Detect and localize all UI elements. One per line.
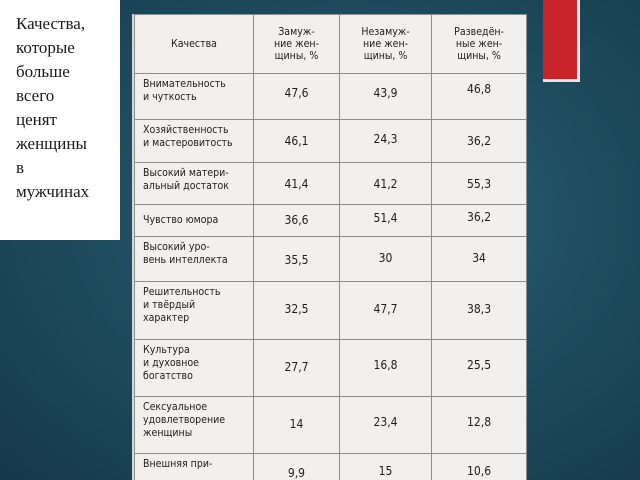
row-label-line: Внешняя при- <box>143 458 213 470</box>
cell-divorced <box>432 74 527 120</box>
cell-divorced <box>432 282 527 340</box>
cell-divorced <box>432 205 527 237</box>
header-married <box>254 15 340 74</box>
header-line: Замуж- <box>278 26 315 38</box>
header-line: щины, % <box>274 50 319 62</box>
title-line: мужчинах <box>16 182 90 201</box>
table-row <box>135 74 527 120</box>
cell-value: 55,3 <box>467 177 492 191</box>
cell-value: 41,4 <box>284 177 309 191</box>
header-divorced <box>432 15 527 74</box>
cell-divorced <box>432 163 527 205</box>
table-header-row <box>135 15 527 74</box>
row-label-line: Хозяйственность <box>143 124 229 136</box>
title-line: всего <box>16 86 55 105</box>
cell-value: 36,2 <box>467 210 492 224</box>
cell-unmarried <box>339 74 431 120</box>
row-label-line: и чуткость <box>143 91 197 103</box>
cell-unmarried <box>339 340 431 397</box>
header-unmarried <box>339 15 431 74</box>
cell-value: 12,8 <box>467 415 492 429</box>
cell-married <box>254 454 340 480</box>
cell-married <box>254 282 340 340</box>
title-line: женщины <box>16 134 87 153</box>
cell-value: 35,5 <box>284 253 309 267</box>
red-accent-bar <box>543 0 580 82</box>
row-label-line: Чувство юмора <box>143 214 219 226</box>
row-label-line: и твёрдый <box>143 299 196 311</box>
cell-value: 46,1 <box>284 134 309 148</box>
row-label-line: Решительность <box>143 286 221 298</box>
header-line: Разведён- <box>454 26 504 38</box>
row-label-line: женщины <box>143 427 193 439</box>
title-line: ценят <box>16 110 57 129</box>
row-label-line: Высокий уро- <box>143 241 210 253</box>
cell-unmarried <box>339 120 431 163</box>
cell-value: 34 <box>472 251 486 265</box>
cell-value: 51,4 <box>373 211 398 225</box>
cell-value: 32,5 <box>284 302 309 316</box>
row-label <box>135 340 254 397</box>
cell-unmarried <box>339 205 431 237</box>
cell-value: 43,9 <box>373 86 398 100</box>
cell-value: 36,6 <box>284 213 309 227</box>
row-label-line: и духовное <box>143 357 199 369</box>
cell-unmarried <box>339 282 431 340</box>
cell-value: 36,2 <box>467 134 492 148</box>
qualities-table <box>134 14 527 480</box>
row-label <box>135 454 254 480</box>
row-label-line: богатство <box>143 370 193 382</box>
row-label <box>135 397 254 454</box>
cell-value: 47,7 <box>373 302 398 316</box>
cell-value: 46,8 <box>467 82 492 96</box>
table-row <box>135 454 527 480</box>
row-label <box>135 237 254 282</box>
cell-value: 41,2 <box>373 177 398 191</box>
cell-married <box>254 205 340 237</box>
table-row <box>135 237 527 282</box>
cell-value: 27,7 <box>284 360 309 374</box>
cell-divorced <box>432 397 527 454</box>
title-line: которые <box>16 38 75 57</box>
cell-value: 38,3 <box>467 302 492 316</box>
header-line: Незамуж- <box>361 26 410 38</box>
header-line: ные жен- <box>455 38 503 50</box>
cell-married <box>254 163 340 205</box>
table-row <box>135 163 527 205</box>
title-line: в <box>16 158 25 177</box>
cell-value: 10,6 <box>467 464 492 478</box>
cell-value: 15 <box>378 464 393 478</box>
cell-divorced <box>432 454 527 480</box>
header-line: щины, % <box>457 50 501 62</box>
cell-value: 14 <box>289 417 304 431</box>
slide-title <box>0 0 120 240</box>
title-line: больше <box>16 62 70 81</box>
row-label-line: Культура <box>143 344 190 356</box>
cell-value: 30 <box>378 251 393 265</box>
cell-value: 9,9 <box>287 466 306 480</box>
row-label-line: Внимательность <box>143 78 226 90</box>
table-row <box>135 120 527 163</box>
cell-married <box>254 120 340 163</box>
cell-unmarried <box>339 397 431 454</box>
row-label <box>135 282 254 340</box>
title-line: Качества, <box>16 14 86 33</box>
cell-married <box>254 340 340 397</box>
cell-divorced <box>432 340 527 397</box>
cell-value: 47,6 <box>284 86 309 100</box>
row-label-line: удовлетворение <box>143 414 226 426</box>
row-label <box>135 120 254 163</box>
cell-divorced <box>432 120 527 163</box>
table-image <box>132 14 527 480</box>
row-label-line: характер <box>143 312 190 324</box>
row-label <box>135 205 254 237</box>
cell-unmarried <box>339 163 431 205</box>
row-label <box>135 74 254 120</box>
cell-married <box>254 397 340 454</box>
cell-value: 23,4 <box>373 415 398 429</box>
row-label <box>135 163 254 205</box>
cell-married <box>254 74 340 120</box>
cell-married <box>254 237 340 282</box>
table-row <box>135 282 527 340</box>
table-row <box>135 397 527 454</box>
table-row <box>135 205 527 237</box>
header-line: ние жен- <box>363 38 409 50</box>
cell-unmarried <box>339 454 431 480</box>
cell-value: 24,3 <box>373 132 398 146</box>
cell-value: 25,5 <box>467 358 492 372</box>
row-label-line: Сексуальное <box>143 401 208 413</box>
header-line: щины, % <box>363 50 408 62</box>
row-label-line: и мастеровитость <box>143 137 233 149</box>
row-label-line: альный достаток <box>143 180 229 192</box>
cell-divorced <box>432 237 527 282</box>
cell-unmarried <box>339 237 431 282</box>
header-line: ние жен- <box>273 38 319 50</box>
table-row <box>135 340 527 397</box>
header-qualities: Качества <box>135 15 254 74</box>
cell-value: 16,8 <box>373 358 398 372</box>
row-label-line: Высокий матери- <box>143 167 229 179</box>
row-label-line: вень интеллекта <box>143 254 228 266</box>
